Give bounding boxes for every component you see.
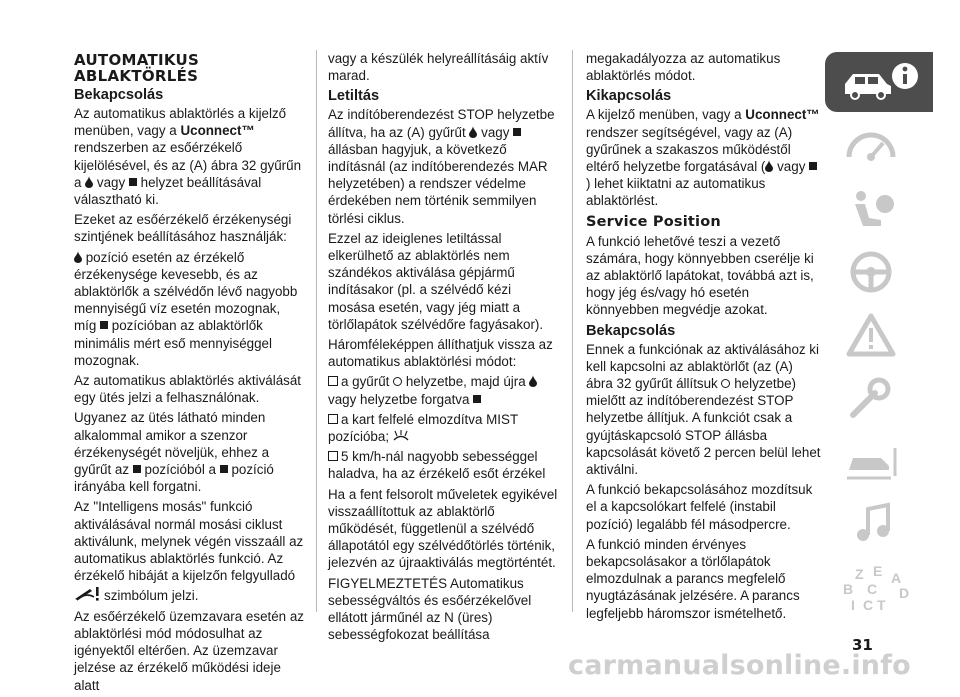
column-divider — [316, 50, 317, 612]
paragraph: FIGYELMEZTETÉS Automatikus sebességváltós és esőérzékelővel ellátott járműnél az N (üres) sebességfokozat beállítása — [328, 575, 532, 643]
square-position-icon — [809, 162, 817, 170]
paragraph: A kijelző menüben, vagy a Uconnect™ rendszer segítségével, vagy az (A) gyűrűnek a szakaszos működéstől eltérő helyzetbe forgatásával ( vagy ) lehet kiiktatni az automatikus ablaktörlést. — [586, 107, 820, 209]
column-1 — [74, 52, 306, 697]
page-number: 31 — [852, 636, 873, 654]
raindrop-icon — [74, 251, 82, 263]
paragraph: megakadályozza az automatikus ablaktörlés módot. — [586, 51, 781, 84]
index-letter: A — [891, 570, 902, 586]
tab-technical-data[interactable] — [825, 430, 933, 490]
paragraph: vagy a készülék helyreállításáig aktív marad. — [328, 51, 549, 84]
list-item: a kart felfelé elmozdítva MIST pozícióba; — [328, 411, 518, 445]
subheading-bekapcsolas: Bekapcsolás — [586, 322, 676, 339]
watermark: carmanualsonline.info — [568, 650, 911, 681]
index-letter: Z — [855, 566, 864, 582]
paragraph: Az automatikus ablaktörlés aktiválását egy ütés jelzi a felhasználónak. — [74, 373, 302, 406]
paragraph: Ennek a funkciónak az aktiválásához ki kell kapcsolni az ablaktörlőt (az (A) ábra 32 gyűrűt állítsuk helyzetbe) mielőtt az indítóberendezést STOP helyzetbe állítjuk. A funkciót csak a gyújtáskapcsoló STOP állásba kapcsolását követő 2 percen belül lehet aktiválni. — [586, 341, 821, 478]
uconnect-text: Uconnect™ — [180, 123, 255, 139]
tab-dashboard[interactable] — [825, 115, 933, 175]
mist-wash-icon — [393, 430, 409, 442]
paragraph: A funkció bekapcsolásához mozdítsuk el a kapcsolókart felfelé (instabil pozíció) legalább fél másodpercre. — [586, 482, 813, 532]
list-item: 5 km/h-nál nagyobb sebességgel haladva, ha az érzékelő esőt érzékel — [328, 449, 546, 482]
list-item: a gyűrűt helyzetbe, majd újra vagy helyzetbe forgatva — [328, 373, 560, 407]
square-position-icon — [220, 465, 228, 473]
section-title-line1: AUTOMATIKUS — [74, 51, 200, 69]
warning-triangle-icon — [839, 312, 923, 358]
subheading-bekapcsolas: Bekapcsolás — [74, 87, 164, 103]
paragraph: szimbólum jelzi. — [74, 587, 306, 604]
paragraph: Ezeket az esőérzékelő érzékenységi szintjének beállításához használják: — [74, 212, 292, 245]
media-note-icon — [839, 501, 923, 547]
paragraph: A funkció lehetővé teszi a vezető számára, hogy könnyebben cserélje ki az ablaktörlő lapátokat, továbbá azt is, hogy jég és/vagy hó esetén könnyebben megvédje azokat. — [586, 233, 814, 318]
paragraph: Az automatikus ablaktörlés a kijelző menüben, vagy a Uconnect™ rendszerben az esőérzékelő kijelölésével, és az (A) ábra 32 gyűrűn a vagy helyzet beállításával választható ki. — [74, 106, 302, 208]
tab-safety[interactable] — [825, 178, 933, 238]
index-letter: C — [867, 581, 878, 597]
paragraph: pozíció esetén az érzékelő érzékenysége kevesebb, és az ablaktörlők a szélvédőn lévő nagyobb mennyiségű víz esetén mozognak, míg pozícióban az ablaktörlők minimális mért eső mennyiséggel mozognak. — [74, 249, 298, 368]
square-position-icon — [473, 395, 481, 403]
car-info-icon — [839, 60, 923, 106]
paragraph: Az indítóberendezést STOP helyzetbe állítva, ha az (A) gyűrűt vagy állásban hagyjuk, a következő indításnál (az indítóberendezés MAR helyzetében) a rendszer védelme érdekében nem történik semmilyen törlési ciklus. — [328, 107, 555, 226]
dashboard-icon — [839, 123, 923, 169]
index-letter: D — [899, 585, 910, 601]
checkbox-bullet-icon — [328, 414, 338, 424]
paragraph: Ugyanez az ütés látható minden alkalommal amikor a szenzor érzékenységét növeljük, ehhez a gyűrűt az pozícióból a pozíció irányába kell forgatni. — [74, 410, 274, 495]
alphabet-index-icon — [839, 564, 923, 614]
checkbox-bullet-icon — [328, 376, 338, 386]
column-divider — [572, 50, 573, 612]
index-letter: C — [863, 597, 874, 613]
paragraph: A funkció minden érvényes bekapcsolásakor a törlőlapátok elmozdulnak a parancs megfelelő nyugtázásának jelzésére. A parancs legfeljebb háromszor ismételhető. — [586, 536, 800, 621]
paragraph: Ezzel az ideiglenes letiltással elkerülhető az ablaktörlés nem szándékos aktiválása gépjármű indításakor (pl. a szélvédő kézi mosása esetén, vagy jég miatt a törlőlapátok szélvédőre fagyásakor). — [328, 230, 544, 332]
subheading-letiltas: Letiltás — [328, 88, 380, 105]
section-title-line2: ABLAKTÖRLÉS — [74, 67, 199, 85]
paragraph: Ha a fent felsorolt műveletek egyikével visszaállítottuk az ablaktörlő működését, függetlenül a szélvédő állapotától egy szélvédőtörlés történik, jelezvén az újraaktiválás megtörténtét. — [328, 486, 558, 571]
index-letter: B — [843, 581, 854, 597]
tab-warnings[interactable] — [825, 304, 933, 364]
uconnect-text: Uconnect™ — [745, 107, 820, 123]
car-dimensions-icon — [839, 438, 923, 484]
tab-maintenance[interactable] — [825, 367, 933, 427]
paragraph: Az esőérzékelő üzemzavara esetén az ablaktörlési mód módosulhat az igényektől eltérően. Az üzemzavar jelzése az érzékelő működési ideje alatt — [74, 608, 304, 693]
tab-driving[interactable] — [825, 241, 933, 301]
subheading-kikapcsolas: Kikapcsolás — [586, 88, 672, 105]
chapter-sidebar — [825, 52, 960, 612]
wrench-car-icon — [839, 375, 923, 421]
column-2 — [328, 50, 560, 647]
raindrop-icon — [85, 176, 93, 188]
tab-index[interactable] — [825, 556, 933, 616]
index-letter: T — [877, 597, 886, 613]
checkbox-bullet-icon — [328, 451, 338, 461]
raindrop-icon — [529, 375, 537, 387]
tab-multimedia[interactable] — [825, 493, 933, 553]
square-position-icon — [513, 128, 521, 136]
steering-wheel-icon — [839, 249, 923, 295]
square-position-icon — [133, 465, 141, 473]
wiper-fault-icon — [74, 587, 104, 601]
column-3 — [586, 50, 821, 625]
subheading-service-position: Service Position — [586, 213, 721, 230]
paragraph: Háromféleképpen állíthatjuk vissza az automatikus ablaktörlési módot: — [328, 337, 553, 370]
index-letter: I — [851, 597, 855, 613]
off-ring-icon — [393, 377, 402, 386]
paragraph: Az "Intelligens mosás" funkció aktiválásával normál mosási ciklust aktiválunk, melynek végén visszaáll az automatikus ablaktörlés funkció. Az érzékelő hibáját a kijelzőn felgyulladó — [74, 499, 304, 584]
square-position-icon — [100, 321, 108, 329]
square-position-icon — [129, 178, 137, 186]
airbag-seat-icon — [839, 186, 923, 232]
index-letter: E — [873, 564, 883, 579]
tab-car-info[interactable] — [825, 52, 933, 112]
